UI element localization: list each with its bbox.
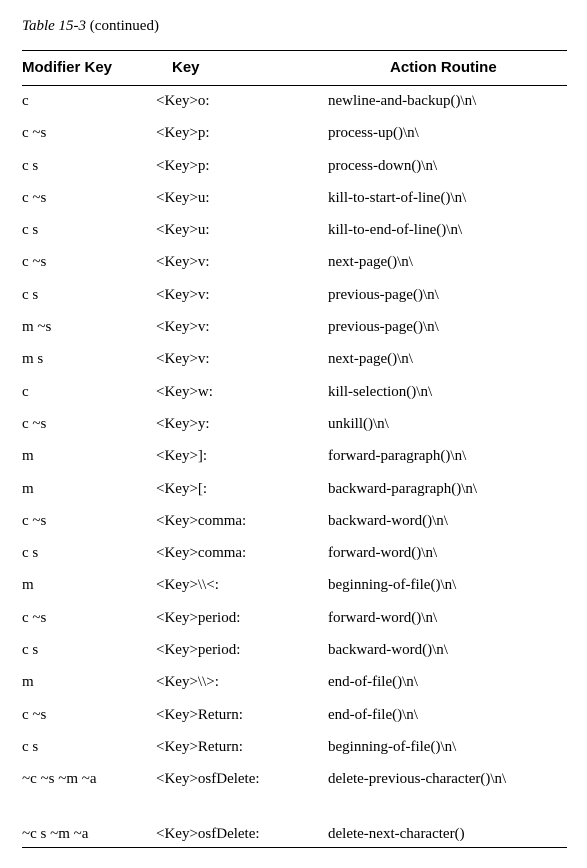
cell-key: <Key>comma: [156, 512, 247, 529]
cell-action: previous-page()\n\ [328, 319, 439, 336]
cell-action: unkill()\n\ [328, 415, 389, 432]
cell-key: <Key>o: [156, 93, 210, 109]
cell-modifier: c s [22, 545, 39, 562]
table-body [0, 85, 587, 848]
table-row [0, 537, 587, 569]
table-row [0, 117, 587, 149]
table-bottom-rule [22, 847, 567, 848]
cell-modifier: c ~s [22, 512, 47, 529]
cell-modifier: c s [22, 286, 39, 303]
table-caption [22, 16, 159, 36]
table-row [0, 666, 587, 698]
cell-key: <Key>u: [156, 189, 210, 206]
header-key: Key [172, 59, 200, 76]
table-row [0, 279, 587, 311]
cell-modifier: c s [22, 222, 39, 239]
cell-key: <Key>p: [156, 125, 210, 142]
cell-action: newline-and-backup()\n\ [328, 93, 477, 109]
cell-key: <Key>v: [156, 254, 210, 271]
cell-modifier: m [22, 674, 34, 691]
cell-key: <Key>comma: [156, 545, 247, 562]
table-row [0, 763, 587, 818]
table-header [0, 56, 587, 80]
table-row [0, 440, 587, 472]
cell-action: end-of-file()\n\ [328, 674, 418, 691]
cell-action: next-page()\n\ [328, 254, 413, 271]
cell-modifier: c ~s [22, 415, 47, 432]
cell-key: <Key>\\<: [156, 577, 219, 594]
cell-modifier: c s [22, 157, 39, 174]
cell-key: <Key>v: [156, 319, 210, 336]
cell-modifier: c ~s [22, 609, 47, 626]
cell-key: <Key>u: [156, 222, 210, 239]
table-row [0, 699, 587, 731]
cell-key: <Key>]: [156, 448, 208, 465]
table-number: Table 15-3 [22, 18, 87, 34]
cell-action: process-down()\n\ [328, 157, 438, 174]
cell-key: <Key>y: [156, 415, 210, 432]
cell-modifier: m [22, 480, 34, 497]
table-row [0, 150, 587, 182]
table-row [0, 85, 587, 117]
table-row [0, 602, 587, 634]
cell-modifier: m ~s [22, 319, 52, 336]
cell-action: end-of-file()\n\ [328, 706, 418, 723]
cell-action: forward-paragraph()\n\ [328, 448, 467, 465]
table-continued-note: (continued) [89, 18, 159, 34]
table-row [0, 376, 587, 408]
table-row [0, 311, 587, 343]
cell-modifier: c ~s [22, 254, 47, 271]
cell-key: <Key>p: [156, 157, 210, 174]
table-top-rule [22, 50, 567, 51]
cell-action: forward-word()\n\ [328, 609, 438, 626]
cell-action: next-page()\n\ [328, 351, 413, 368]
cell-key: <Key>v: [156, 351, 210, 368]
cell-modifier: c ~s [22, 125, 47, 142]
cell-key: <Key>Return: [156, 706, 243, 723]
cell-modifier: m [22, 448, 34, 465]
cell-modifier: c ~s [22, 189, 47, 206]
cell-modifier: c s [22, 738, 39, 755]
cell-action: forward-word()\n\ [328, 545, 438, 562]
cell-key: <Key>osfDelete: [156, 771, 260, 788]
table-row [0, 634, 587, 666]
header-action-routine: Action Routine [390, 59, 497, 76]
cell-modifier: ~c s ~m ~a [22, 826, 89, 843]
cell-action: beginning-of-file()\n\ [328, 577, 457, 594]
table-row [0, 408, 587, 440]
cell-key: <Key>period: [156, 642, 241, 659]
cell-modifier: ~c ~s ~m ~a [22, 771, 97, 788]
cell-action: beginning-of-file()\n\ [328, 738, 457, 755]
cell-action: delete-next-character() [328, 826, 465, 843]
table-row [0, 818, 587, 848]
cell-action: backward-paragraph()\n\ [328, 480, 478, 497]
cell-key: <Key>Return: [156, 738, 243, 755]
cell-action: kill-to-start-of-line()\n\ [328, 189, 467, 206]
table-row [0, 246, 587, 278]
cell-key: <Key>\\>: [156, 674, 219, 691]
cell-key: <Key>period: [156, 609, 241, 626]
cell-action: delete-previous-character()\n\ [328, 771, 507, 788]
cell-key: <Key>v: [156, 286, 210, 303]
table-row [0, 214, 587, 246]
cell-modifier: c [22, 383, 29, 400]
table-row [0, 473, 587, 505]
cell-key: <Key>w: [156, 383, 213, 400]
header-modifier-key: Modifier Key [22, 59, 113, 76]
cell-action: kill-to-end-of-line()\n\ [328, 222, 463, 239]
cell-key: <Key>osfDelete: [156, 826, 260, 843]
cell-modifier: m [22, 577, 34, 594]
cell-action: kill-selection()\n\ [328, 383, 433, 400]
cell-action: previous-page()\n\ [328, 286, 439, 303]
table-row [0, 343, 587, 375]
cell-modifier: c [22, 93, 29, 109]
table-row [0, 505, 587, 537]
table-row [0, 569, 587, 601]
table-row [0, 182, 587, 214]
cell-modifier: c s [22, 642, 39, 659]
table-row [0, 731, 587, 763]
cell-modifier: m s [22, 351, 44, 368]
cell-key: <Key>[: [156, 480, 208, 497]
cell-modifier: c ~s [22, 706, 47, 723]
cell-action: backward-word()\n\ [328, 512, 448, 529]
cell-action: process-up()\n\ [328, 125, 419, 142]
cell-action: backward-word()\n\ [328, 642, 448, 659]
